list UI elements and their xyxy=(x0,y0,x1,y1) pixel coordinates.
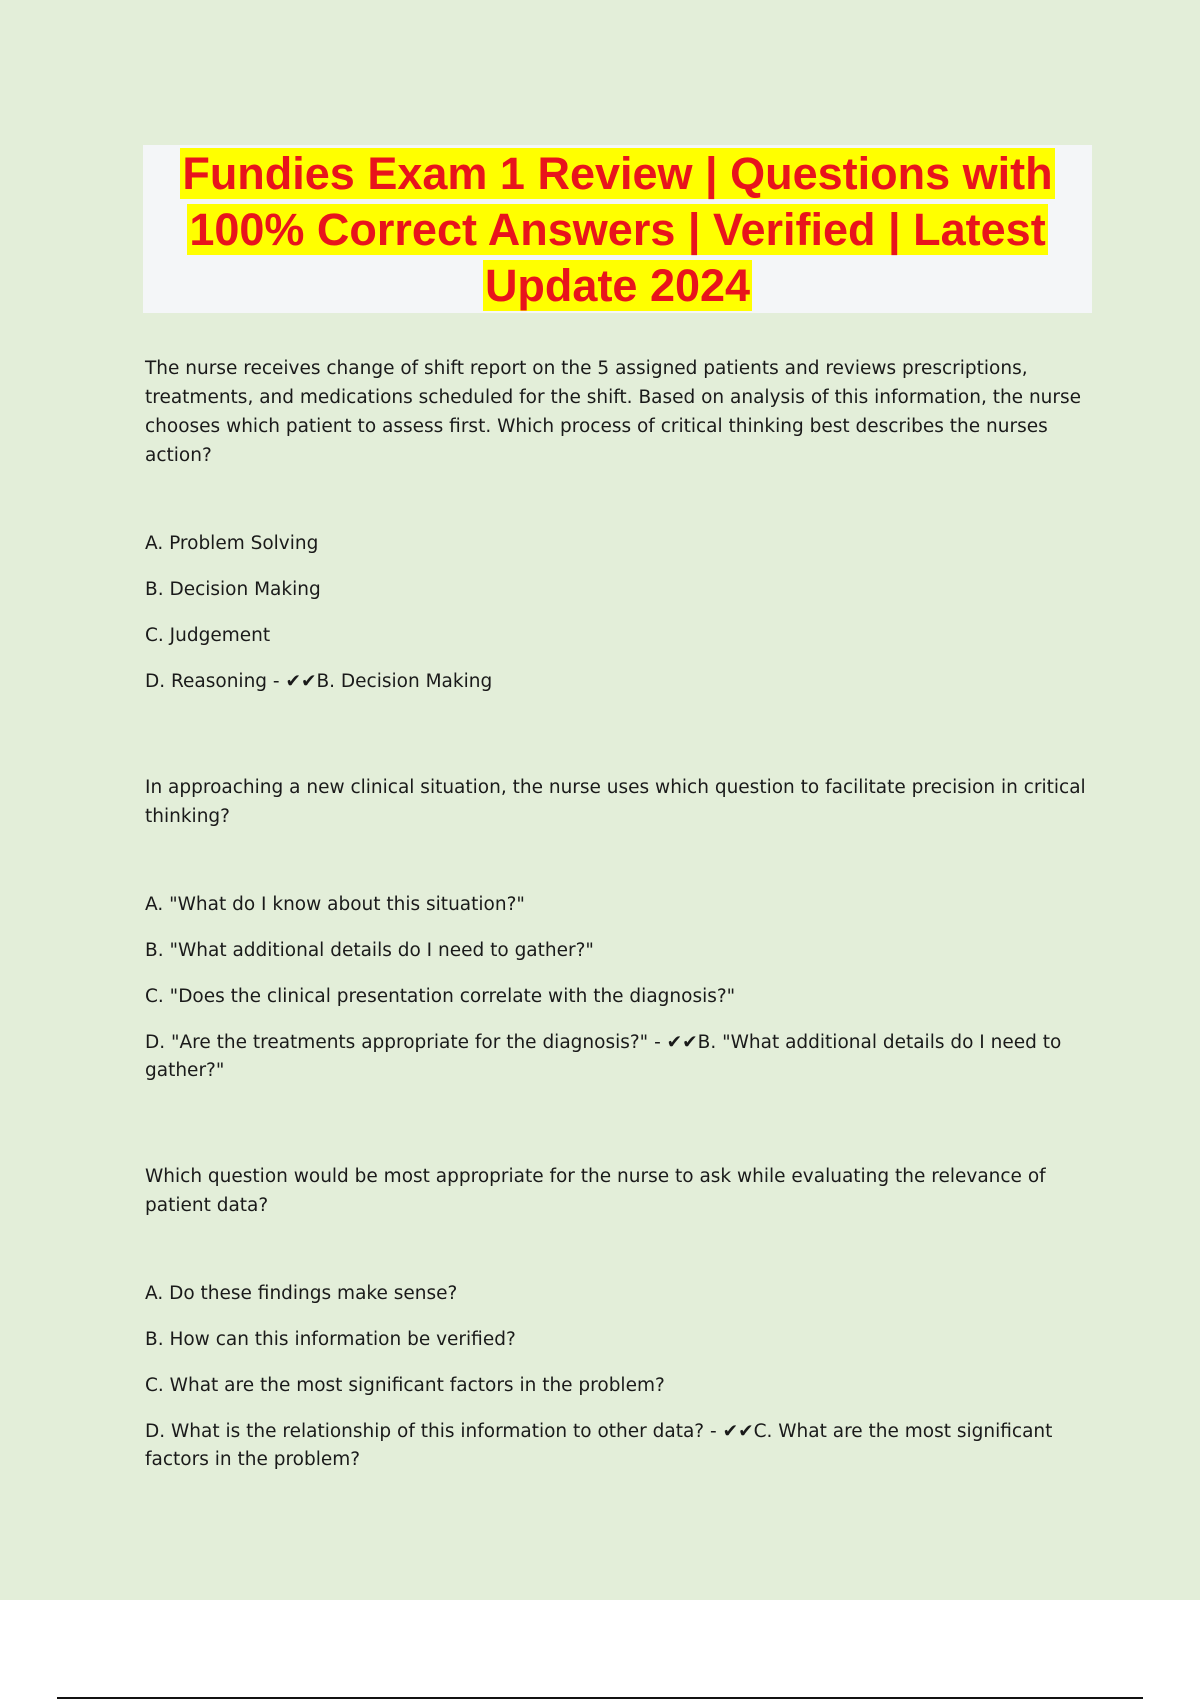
question-3-prompt: Which question would be most appropriate for the nurse to ask while evaluating the relevance of patient data? xyxy=(145,1166,1046,1216)
question-1-prompt: The nurse receives change of shift report on the 5 assigned patients and reviews prescriptions, treatments, and medications scheduled for the shift. Based on analysis of this information, the nurse chooses which patient to assess first. Which process of critical thinking best describes the nurses action? xyxy=(145,358,1082,466)
question-list xyxy=(145,354,1090,1551)
footer-divider xyxy=(57,1697,1143,1699)
question-block-2 xyxy=(145,773,1090,1085)
question-1-option-b: B. Decision Making xyxy=(145,579,321,600)
title-line-2: 100% Correct Answers | Verified | Latest xyxy=(189,204,1046,255)
document-title xyxy=(143,145,1092,314)
question-1-option-a: A. Problem Solving xyxy=(145,533,319,554)
question-3-option-a: A. Do these findings make sense? xyxy=(145,1283,458,1304)
question-3-option-c: C. What are the most significant factors in the problem? xyxy=(145,1375,665,1396)
question-3-option-d-answer: D. What is the relationship of this information to other data? - ✔✔C. What are the most significant factors in the problem? xyxy=(145,1421,1053,1470)
question-2-options xyxy=(145,891,1090,1085)
question-2-option-c: C. "Does the clinical presentation correlate with the diagnosis?" xyxy=(145,986,736,1007)
question-1-option-c: C. Judgement xyxy=(145,625,271,646)
question-3-option-b: B. How can this information be verified? xyxy=(145,1329,516,1350)
question-2-option-b: B. "What additional details do I need to gather?" xyxy=(145,940,594,961)
question-2-option-d-answer: D. "Are the treatments appropriate for the diagnosis?" - ✔✔B. "What additional details do I need to gather?" xyxy=(145,1032,1062,1081)
title-line-3: Update 2024 xyxy=(484,260,751,311)
question-3-options xyxy=(145,1280,1090,1474)
question-2-prompt: In approaching a new clinical situation, the nurse uses which question to facilitate precision in critical thinking? xyxy=(145,777,1086,827)
title-banner xyxy=(143,145,1092,313)
question-block-1 xyxy=(145,354,1090,696)
question-1-option-d-answer: D. Reasoning - ✔✔B. Decision Making xyxy=(145,671,493,692)
question-1-options xyxy=(145,530,1090,696)
question-block-3 xyxy=(145,1162,1090,1474)
question-2-option-a: A. "What do I know about this situation?" xyxy=(145,894,525,915)
title-line-1: Fundies Exam 1 Review | Questions with xyxy=(182,148,1053,199)
